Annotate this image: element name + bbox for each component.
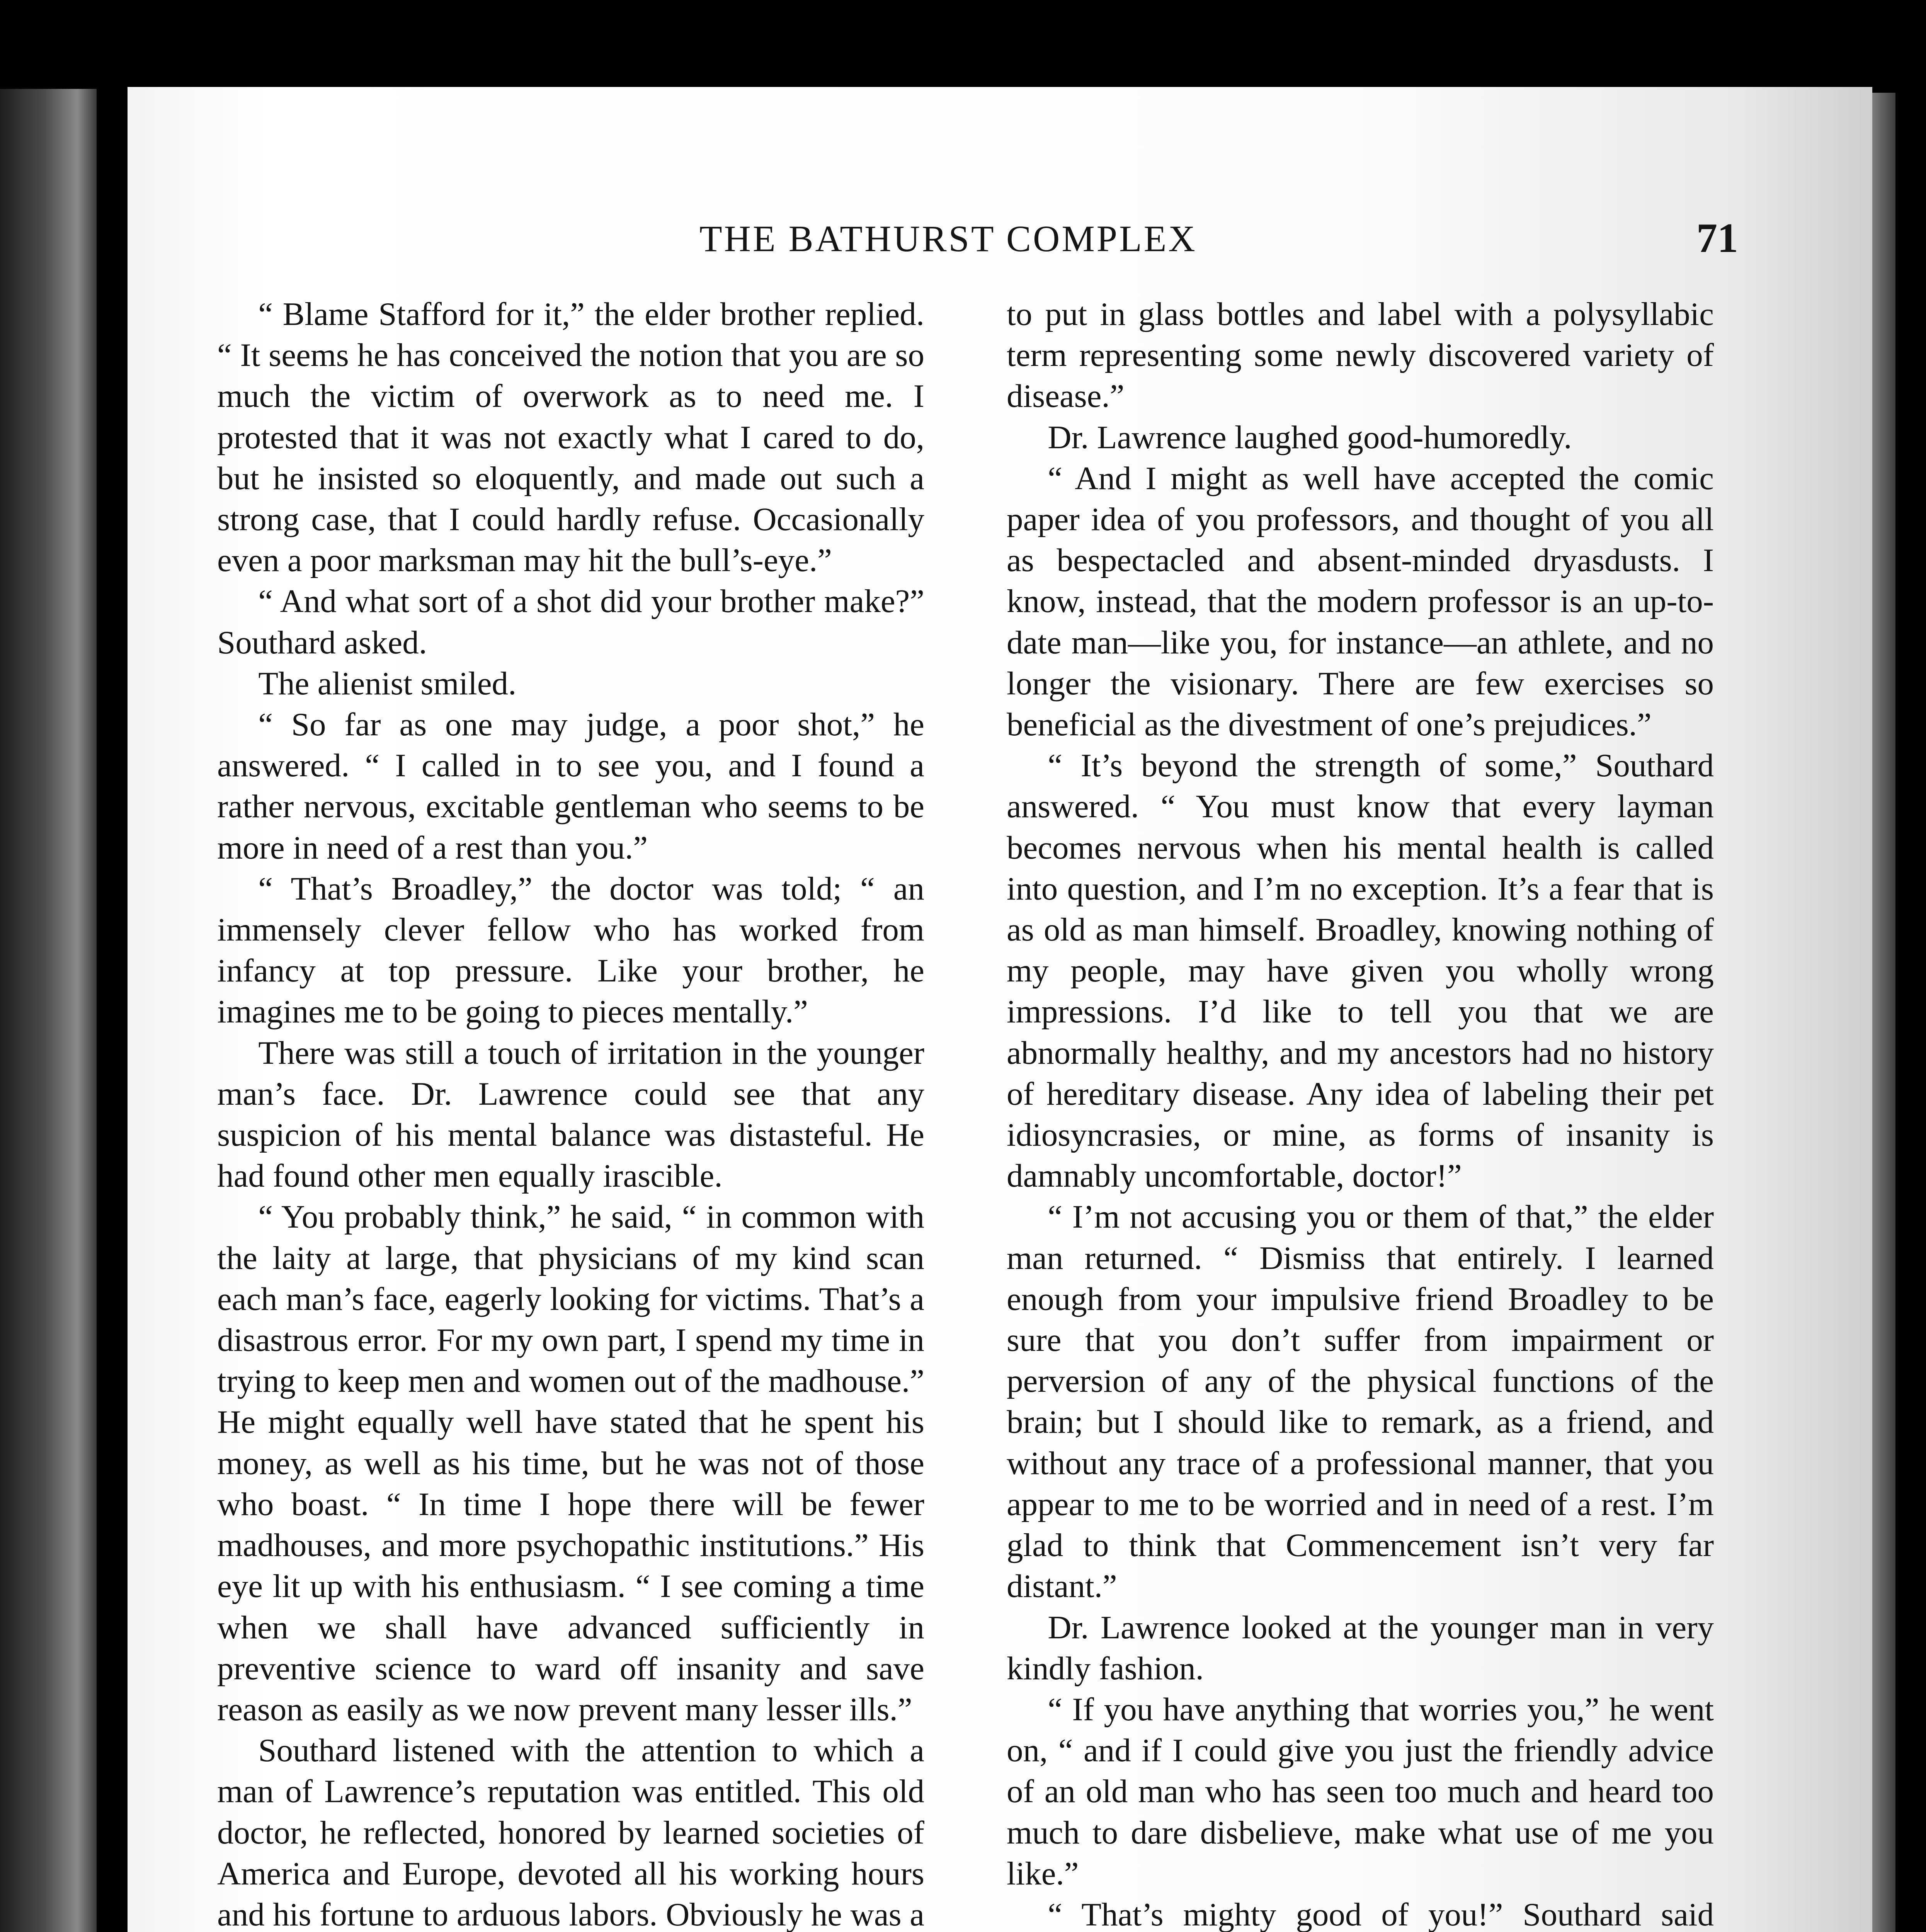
left-text-column — [217, 294, 924, 1932]
paragraph: The alienist smiled. — [258, 665, 517, 702]
paragraph: “ Blame Stafford for it,” the elder brother replied. “ It seems he has conceived the notion that you are so much the victim of overwork as to need me. I protested that it was not exactly what I cared to do, but he insisted so eloquently, and made out such a strong case, that I could hardly refuse. Occasionally even a poor marksman may hit the bull’s-eye.” — [217, 296, 924, 579]
paragraph: “ That’s Broadley,” the doctor was told; “ an immensely clever fellow who has worked from infancy at top pressure. Like your brother, he imagines me to be going to pieces mentally.” — [217, 870, 924, 1030]
paragraph: “ That’s mighty good of you!” Southard said — [1048, 1896, 1714, 1932]
book-page — [128, 87, 1872, 1932]
paragraph: “ So far as one may judge, a poor shot,” he answered. “ I called in to see you, and I found a rather nervous, excitable gentleman who seems to be more in need of a rest than you.” — [217, 706, 924, 866]
paragraph: “ It’s beyond the strength of some,” Southard answered. “ You must know that every layman becomes nervous when his mental health is called into question, and I’m no exception. It’s a fear that is as old as man himself. Broadley, knowing nothing of my people, may have given you wholly wrong impressions. I’d like to tell you that we are abnormally healthy, and my ancestors had no history of hereditary disease. Any idea of labeling their pet idiosyncrasies, or mine, as forms of insanity is damnably uncomfortable, doctor!” — [1007, 747, 1714, 1194]
left-page-edge — [0, 89, 97, 1932]
right-text-column — [1007, 294, 1714, 1932]
paragraph: “ And I might as well have accepted the comic paper idea of you professors, and thought of you all as bespectacled and absent-minded dryasdusts. I know, instead, that the modern professor is an up-to-date man—like you, for instance—an athlete, and no longer the visionary. There are few exercises so beneficial as the divestment of one’s prejudices.” — [1007, 460, 1714, 743]
paragraph: Dr. Lawrence laughed good-humoredly. — [1048, 419, 1572, 456]
right-page-edge — [1872, 93, 1895, 1932]
paragraph: “ If you have anything that worries you,” he went on, “ and if I could give you just the friendly advice of an old man who has seen too much and heard too much to dare disbelieve, make what use of me you like.” — [1007, 1691, 1714, 1892]
running-head: THE BATHURST COMPLEX — [699, 218, 1197, 259]
paragraph: “ I’m not accusing you or them of that,” the elder man returned. “ Dismiss that entirely. I learned enough from your impulsive friend Broadley to be sure that you don’t suffer from impairment or perversion of any of the physical functions of the brain; but I should like to remark, as a friend, and without any trace of a professional manner, that you appear to me to be worried and in need of a rest. I’m glad to think that Commencement isn’t very far distant.” — [1007, 1199, 1714, 1605]
paragraph: Southard listened with the attention to which a man of Lawrence’s reputation was entitled. This old doctor, he reflected, honored by learned societies of America and Europe, devoted all his working hours and his fortune to arduous labors. Obviously he was a — [217, 1732, 924, 1932]
page-number: 71 — [1696, 215, 1738, 261]
paragraph: “ You probably think,” he said, “ in common with the laity at large, that physicians of my kind scan each man’s face, eagerly looking for victims. That’s a disastrous error. For my own part, I spend my time in trying to keep men and women out of the madhouse.” He might equally well have stated that he spent his money, as well as his time, but he was not of those who boast. “ In time I hope there will be fewer madhouses, and more psychopathic institutions.” His eye lit up with his enthusiasm. “ I see coming a time when we shall have advanced sufficiently in preventive science to ward off insanity and save reason as easily as we now prevent many lesser ills.” — [217, 1199, 924, 1728]
paragraph: “ And what sort of a shot did your brother make?” Southard asked. — [217, 583, 924, 661]
paragraph: There was still a touch of irritation in the younger man’s face. Dr. Lawrence could see that any suspicion of his mental balance was distasteful. He had found other men equally irascible. — [217, 1034, 924, 1194]
paragraph: Dr. Lawrence looked at the younger man in very kindly fashion. — [1007, 1609, 1714, 1687]
paragraph: to put in glass bottles and label with a polysyllabic term representing some newly discovered variety of disease.” — [1007, 296, 1714, 415]
